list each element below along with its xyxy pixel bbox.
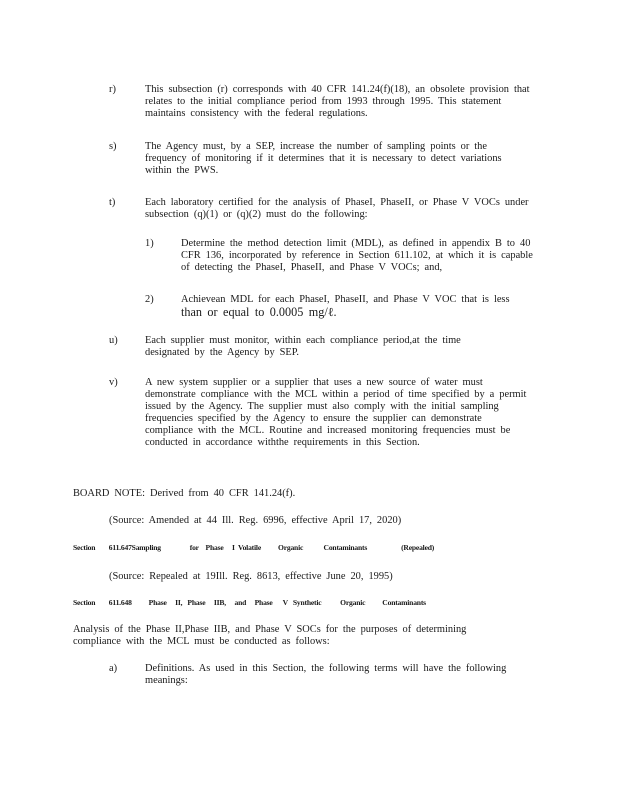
source-note-1: (Source: Amended at 44 Ill. Reg. 6996, effective April 17, 2020) <box>109 515 402 526</box>
item-label-r: r) <box>109 84 116 95</box>
item-label-u: u) <box>109 335 118 346</box>
definitions-label: a) <box>109 663 118 674</box>
item-text-r: This subsection (r) corresponds with 40 CFR 141.24(f)(18), an obsolete provision that relates to the initial compliance period from 1993 through 1995. This statement maintains consistency with the federal regulations. <box>145 84 530 120</box>
section-heading-611-648: Section 611.648 Phase II, Phase IIB, and Phase V Synthetic Organic Contaminants <box>73 598 426 607</box>
sub-item-text-2 <box>181 294 543 320</box>
item-label-t: t) <box>109 197 116 208</box>
sub-item-label-1: 1) <box>145 238 154 249</box>
section-heading-611-647: Section 611.647Sampling for Phase I Volatile Organic Contaminants (Repealed) <box>73 543 435 552</box>
sub-item-text-2-line2: than or equal to 0.0005 mg/ℓ. <box>181 305 337 320</box>
analysis-paragraph: Analysis of the Phase II,Phase IIB, and Phase V SOCs for the purposes of determining compliance with the MCL must be conducted as follows: <box>73 624 467 648</box>
item-text-s: The Agency must, by a SEP, increase the number of sampling points or the frequency of monitoring if it determines that it is necessary to detect variations within the PWS. <box>145 141 502 177</box>
item-text-v: A new system supplier or a supplier that uses a new source of water must demonstrate compliance with the MCL within a period of time specified by a permit issued by the Agency. The supplier must also comply with the initial sampling frequencies specified by the Agency to ensure the supplier can demonstrate compliance with the MCL. Routine and increased monitoring frequencies must be conducted in accordance withthe requirements in this Section. <box>145 377 527 449</box>
sub-item-label-2: 2) <box>145 294 154 305</box>
definitions-text: Definitions. As used in this Section, the following terms will have the following meanings: <box>145 663 507 687</box>
item-label-s: s) <box>109 141 117 152</box>
board-note: BOARD NOTE: Derived from 40 CFR 141.24(f). <box>73 488 296 499</box>
item-label-v: v) <box>109 377 118 388</box>
sub-item-text-1: Determine the method detection limit (MDL), as defined in appendix B to 40 CFR 136, incorporated by reference in Section 611.102, at which it is capable of detecting the PhaseI, PhaseII, and Phase V VOCs; and, <box>181 238 533 274</box>
sub-item-text-2-line1: Achievean MDL for each PhaseI, PhaseII, and Phase V VOC that is less <box>181 294 510 305</box>
item-text-u: Each supplier must monitor, within each compliance period,at the time designated by the Agency by SEP. <box>145 335 461 359</box>
item-text-t: Each laboratory certified for the analysis of PhaseI, PhaseII, or Phase V VOCs under subsection (q)(1) or (q)(2) must do the following: <box>145 197 529 221</box>
source-note-2: (Source: Repealed at 19Ill. Reg. 8613, effective June 20, 1995) <box>109 571 393 582</box>
